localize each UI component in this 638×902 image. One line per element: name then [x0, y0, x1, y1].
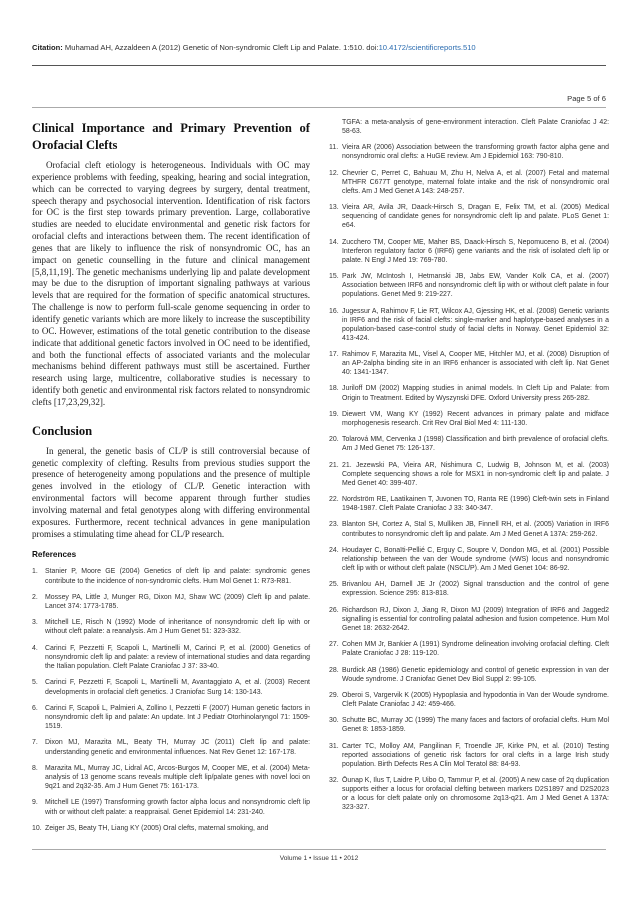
- reference-text: TGFA: a meta-analysis of gene-environment interaction. Cleft Palate Craniofac J 42: 58-63.: [342, 119, 609, 136]
- references-list-left: [32, 567, 310, 833]
- reference-number: 20.: [329, 436, 339, 444]
- reference-text: Houdayer C, Bonaïti-Pellié C, Erguy C, Soupre V, Dondon MG, et al. (2001) Possible relationship between the van der Woude syndrome (vWS) locus and nonsyndromic cleft lip with or without cleft palate (NSCL/P). Am J Med Genet 104: 86-92.: [342, 546, 609, 572]
- reference-item: [329, 495, 609, 513]
- reference-number: 19.: [329, 410, 339, 418]
- reference-number: 18.: [329, 385, 339, 393]
- reference-text: Mitchell LE, Risch N (1992) Mode of inheritance of nonsyndromic cleft lip with or without cleft palate: a reanalysis. Am J Hum Genet 51: 323-332.: [45, 619, 310, 636]
- references-list-right: [329, 143, 609, 812]
- right-column: [329, 118, 609, 820]
- reference-number: 6.: [32, 704, 38, 712]
- reference-number: 12.: [329, 169, 339, 177]
- reference-number: 10.: [32, 824, 42, 832]
- reference-item: [329, 546, 609, 573]
- reference-number: 13.: [329, 204, 339, 212]
- reference-item: [329, 742, 609, 769]
- reference-item: [329, 272, 609, 299]
- reference-number: 1.: [32, 568, 38, 576]
- reference-text: 21. Jezewski PA, Vieira AR, Nishimura C, Ludwig B, Johnson M, et al. (2003) Complete sequencing shows a role for MSX1 in non-syndromic cleft lip and palate. J Med Genet 40: 399-407.: [342, 461, 609, 487]
- reference-number: 4.: [32, 644, 38, 652]
- reference-text: Marazita ML, Murray JC, Lidral AC, Arcos-Burgos M, Cooper ME, et al. (2004) Meta-analysis of 13 genome scans reveals multiple cleft lip/palate genes with novel loci on 9q21 and 2q32-35. Am J Hum Genet 75: 161-173.: [45, 764, 310, 791]
- reference-item: [32, 644, 310, 671]
- reference-number: 17.: [329, 351, 339, 359]
- reference-number: 9.: [32, 799, 38, 807]
- reference-number: 31.: [329, 742, 339, 750]
- reference-item: [32, 798, 310, 816]
- reference-text: Zeiger JS, Beaty TH, Liang KY (2005) Oral clefts, maternal smoking, and: [45, 824, 269, 832]
- reference-number: 22.: [329, 496, 339, 504]
- reference-text: Carinci F, Scapoli L, Palmieri A, Zollino I, Pezzetti F (2007) Human genetic factors in nonsyndromic cleft lip and palate: An update. Int J Pediatr Otorhinolaryngol 71: 1509-1519.: [45, 704, 310, 731]
- citation-label: Citation:: [32, 43, 63, 52]
- reference-text: Schutte BC, Murray JC (1999) The many faces and factors of orofacial clefts. Hum Mol Genet 8: 1853-1859.: [342, 717, 609, 734]
- reference-text: Vieira AR (2006) Association between the transforming growth factor alpha gene and nonsyndromic oral clefts: a HuGE review. Am J Epidemiol 163: 790-810.: [342, 144, 609, 161]
- reference-number: 8.: [32, 764, 38, 772]
- reference-text: Mossey PA, Little J, Munger RG, Dixon MJ, Shaw WC (2009) Cleft lip and palate. Lancet 374: 1773-1785.: [45, 593, 310, 610]
- reference-item: [329, 384, 609, 402]
- reference-text: Richardson RJ, Dixon J, Jiang R, Dixon MJ (2009) Integration of IRF6 and Jagged2 signalling is essential for controlling palatal adhesion and fusion competence. Hum Mol Genet 18: 2632-2642.: [342, 606, 609, 632]
- reference-item: [329, 307, 609, 343]
- reference-item: [32, 764, 310, 791]
- reference-number: 3.: [32, 619, 38, 627]
- reference-item: [329, 203, 609, 230]
- reference-text: Rahimov F, Marazita ML, Visel A, Cooper ME, Hitchler MJ, et al. (2008) Disruption of an AP-2alpha binding site in an IRF6 enhancer is associated with cleft lip. Nat Genet 40: 1341-1347.: [342, 351, 609, 377]
- reference-number: 2.: [32, 593, 38, 601]
- reference-item: [329, 143, 609, 161]
- reference-number: 32.: [329, 777, 339, 785]
- reference-text: Diewert VM, Wang KY (1992) Recent advances in primary palate and midface morphogenesis research. Crit Rev Oral Biol Med 4: 111-130.: [342, 410, 609, 427]
- reference-item: [329, 776, 609, 812]
- reference-text: Dixon MJ, Marazita ML, Beaty TH, Murray JC (2011) Cleft lip and palate: understanding genetic and environmental influences. Nat Rev Genet 12: 167-178.: [45, 739, 310, 756]
- footer-divider: [32, 849, 606, 850]
- reference-item: [329, 435, 609, 453]
- page-divider: [32, 107, 606, 108]
- reference-item: [32, 824, 310, 833]
- section-body-conclusion: In general, the genetic basis of CL/P is still controversial because of genetic complexity of clefting. Results from previous studies support the presence of heterogeneity among populations and the presence of multiple genes involved in the etiology of CL/P. Genetic interaction with environmental factors will become apparent through further studies involving maternal and fetal genotypes along with differing environmental exposures. Furthermore, recent technical advances in gene manipulation promises a stimulating time ahead for CL/P research.: [32, 445, 310, 539]
- reference-number: 24.: [329, 546, 339, 554]
- reference-item: [32, 704, 310, 731]
- reference-item: [329, 410, 609, 428]
- reference-text: Cohen MM Jr, Bankier A (1991) Syndrome delineation involving orofacial clefting. Cleft Palate Craniofac J 28: 119-120.: [342, 641, 609, 658]
- reference-text: Park JW, McIntosh I, Hetmanski JB, Jabs EW, Vander Kolk CA, et al. (2007) Association between IRF6 and nonsyndromic cleft lip with or without cleft palate in four populations. Genet Med 9: 219-227.: [342, 273, 609, 299]
- reference-item: [329, 350, 609, 377]
- reference-item: [329, 691, 609, 709]
- reference-number: 5.: [32, 679, 38, 687]
- reference-text: Nordström RE, Laatikainen T, Juvonen TO, Ranta RE (1996) Cleft-twin sets in Finland 1948-1987. Cleft Palate Craniofac J 33: 340-347.: [342, 496, 609, 513]
- reference-number: 15.: [329, 273, 339, 281]
- reference-number: 7.: [32, 739, 38, 747]
- reference-continuation: [329, 118, 609, 136]
- reference-text: Blanton SH, Cortez A, Stal S, Mulliken JB, Finnell RH, et al. (2005) Variation in IRF6 contributes to nonsyndromic cleft lip and palate. Am J Med Genet A 137A: 259-262.: [342, 521, 609, 538]
- reference-number: 28.: [329, 666, 339, 674]
- citation-line: [32, 43, 612, 52]
- citation-text: Muhamad AH, Azzaldeen A (2012) Genetic of Non-syndromic Cleft Lip and Palate. 1:510. doi:: [64, 43, 379, 52]
- reference-number: 27.: [329, 641, 339, 649]
- reference-text: Burdick AB (1986) Genetic epidemiology and control of genetic expression in van der Woude syndrome. J Craniofac Genet Dev Biol Suppl 2: 99-105.: [342, 666, 609, 683]
- reference-item: [329, 461, 609, 488]
- reference-item: [32, 618, 310, 636]
- reference-item: [329, 580, 609, 598]
- reference-text: Tolarová MM, Cervenka J (1998) Classification and birth prevalence of orofacial clefts. Am J Med Genet 75: 126-137.: [342, 436, 609, 453]
- reference-text: Carinci F, Pezzetti F, Scapoli L, Martinelli M, Avantaggiato A, et al. (2003) Recent developments in orofacial cleft genetics. J Craniofac Surg 14: 130-143.: [45, 679, 310, 696]
- reference-text: Zucchero TM, Cooper ME, Maher BS, Daack-Hirsch S, Nepomuceno B, et al. (2004) Interferon regulatory factor 6 (IRF6) gene variants and the risk of isolated cleft lip or palate. N Engl J Med 19: 769-780.: [342, 238, 609, 264]
- section-heading-clinical: Clinical Importance and Primary Prevention of Orofacial Clefts: [32, 121, 310, 152]
- reference-item: [329, 169, 609, 196]
- reference-number: 11.: [329, 144, 339, 152]
- reference-number: 23.: [329, 521, 339, 529]
- doi-link[interactable]: 10.4172/scientificreports.510: [378, 43, 476, 52]
- reference-item: [329, 716, 609, 734]
- reference-text: Oberoi S, Vargervik K (2005) Hypoplasia and hypodontia in Van der Woude syndrome. Cleft Palate Craniofac J 42: 459-466.: [342, 691, 609, 708]
- reference-item: [329, 606, 609, 633]
- reference-number: 14.: [329, 238, 339, 246]
- page-number: Page 5 of 6: [567, 94, 606, 103]
- reference-text: Vieira AR, Avila JR, Daack-Hirsch S, Dragan E, Felix TM, et al. (2005) Medical sequencing of candidate genes for nonsyndromic cleft lip and palate. PLoS Genet 1: e64.: [342, 204, 609, 230]
- reference-item: [329, 640, 609, 658]
- reference-number: 26.: [329, 606, 339, 614]
- reference-text: Carter TC, Molloy AM, Pangilinan F, Troendle JF, Kirke PN, et al. (2010) Testing reported associations of genetic risk factors for oral clefts in a large Irish study population. Birth Defects Res A Clin Mol Teratol 88: 84-93.: [342, 742, 609, 768]
- header-divider: [32, 65, 606, 66]
- reference-number: 29.: [329, 691, 339, 699]
- reference-text: Mitchell LE (1997) Transforming growth factor alpha locus and nonsyndromic cleft lip with or without cleft palate: a reappraisal. Genet Epidemiol 14: 231-240.: [45, 799, 310, 816]
- reference-item: [329, 520, 609, 538]
- reference-text: Jugessur A, Rahimov F, Lie RT, Wilcox AJ, Gjessing HK, et al. (2008) Genetic variants in IRF6 and the risk of facial clefts: single-marker and haplotype-based analyses in a population-based case-control study of facial clefts in Norway. Genet Epidemiol 32: 413-424.: [342, 307, 609, 342]
- reference-number: 16.: [329, 307, 339, 315]
- reference-item: [32, 738, 310, 756]
- reference-text: Ōunap K, Ilus T, Laidre P, Uibo O, Tammur P, et al. (2005) A new case of 2q duplication supports either a locus for orofacial clefting between markers D2S1897 and D2S2023 or a locus for cleft palate only on chromosome 2q13-q21. Am J Med Genet A 137A: 323-327.: [342, 777, 609, 812]
- reference-text: Juriloff DM (2002) Mapping studies in animal models. In Cleft Lip and Palate: from Origin to Treatment. Edited by Wyszynski DFE. Oxford University press 265-282.: [342, 385, 609, 402]
- reference-text: Chevrier C, Perret C, Bahuau M, Zhu H, Nelva A, et al. (2007) Fetal and maternal MTHFR C677T genotype, maternal folate intake and the risk of nonsyndromic oral clefts. Am J Med Genet A 143: 248-257.: [342, 169, 609, 195]
- reference-text: Carinci F, Pezzetti F, Scapoli L, Martinelli M, Carinci P, et al. (2000) Genetics of nonsyndromic cleft lip and palate: a review of international studies and data regarding the Italian population. Cleft Palate Craniofac J 37: 33-40.: [45, 644, 310, 671]
- reference-item: [329, 238, 609, 265]
- left-column: [32, 120, 310, 840]
- footer-volume: Volume 1 • Issue 11 • 2012: [279, 855, 359, 862]
- reference-item: [329, 666, 609, 684]
- section-body-clinical: Orofacial cleft etiology is heterogeneous. Individuals with OC may experience problems with feeding, speaking, hearing and social integration, which can be corrected to varying degrees by surgery, dental treatment, speech therapy and psychosocial intervention. Identification of risk factors for OC is the first step towards primary prevention. Large, collaborative studies are needed to elucidate environmental and genetic risk factors for orofacial clefts and interactions between them. The recent identification of genes that are likely to influence the risk of nonsyndromic OC, has an impact on genetic counselling in the future and clinical management [5,8,11,19]. The genetic mechanisms underlying lip and palate development may be due to the disruption of important signaling pathways at various levels that are required for the formation of specific anatomical structures. The challenge is now to perform full-scale genome sequencing in order to identify genetic variants which are more likely to increase the susceptibility to OC. However, estimations of the total genetic contribution to the disease indicate that additional genetic factors involved in OC need to be identified, and both the functional effects of associated variants and the molecular mechanisms behind different pathways must still be ascertained. Further research using large, multicentre, collaborative studies is necessary to identify both genetic and environmental risk factors related to nonsyndromic clefts [17,23,29,32].: [32, 160, 310, 407]
- reference-item: [32, 593, 310, 611]
- references-heading: References: [32, 550, 77, 560]
- reference-item: [32, 567, 310, 585]
- section-heading-conclusion: Conclusion: [32, 423, 93, 438]
- reference-text: Brivanlou AH, Darnell JE Jr (2002) Signal transduction and the control of gene expression. Science 295: 813-818.: [342, 581, 609, 598]
- reference-item: [32, 678, 310, 696]
- reference-number: 30.: [329, 717, 339, 725]
- reference-number: 25.: [329, 581, 339, 589]
- reference-number: 21.: [329, 461, 339, 469]
- reference-text: Stanier P, Moore GE (2004) Genetics of cleft lip and palate: syndromic genes contribute to the incidence of non-syndromic clefts. Hum Mol Genet 1: R73-R81.: [45, 568, 310, 585]
